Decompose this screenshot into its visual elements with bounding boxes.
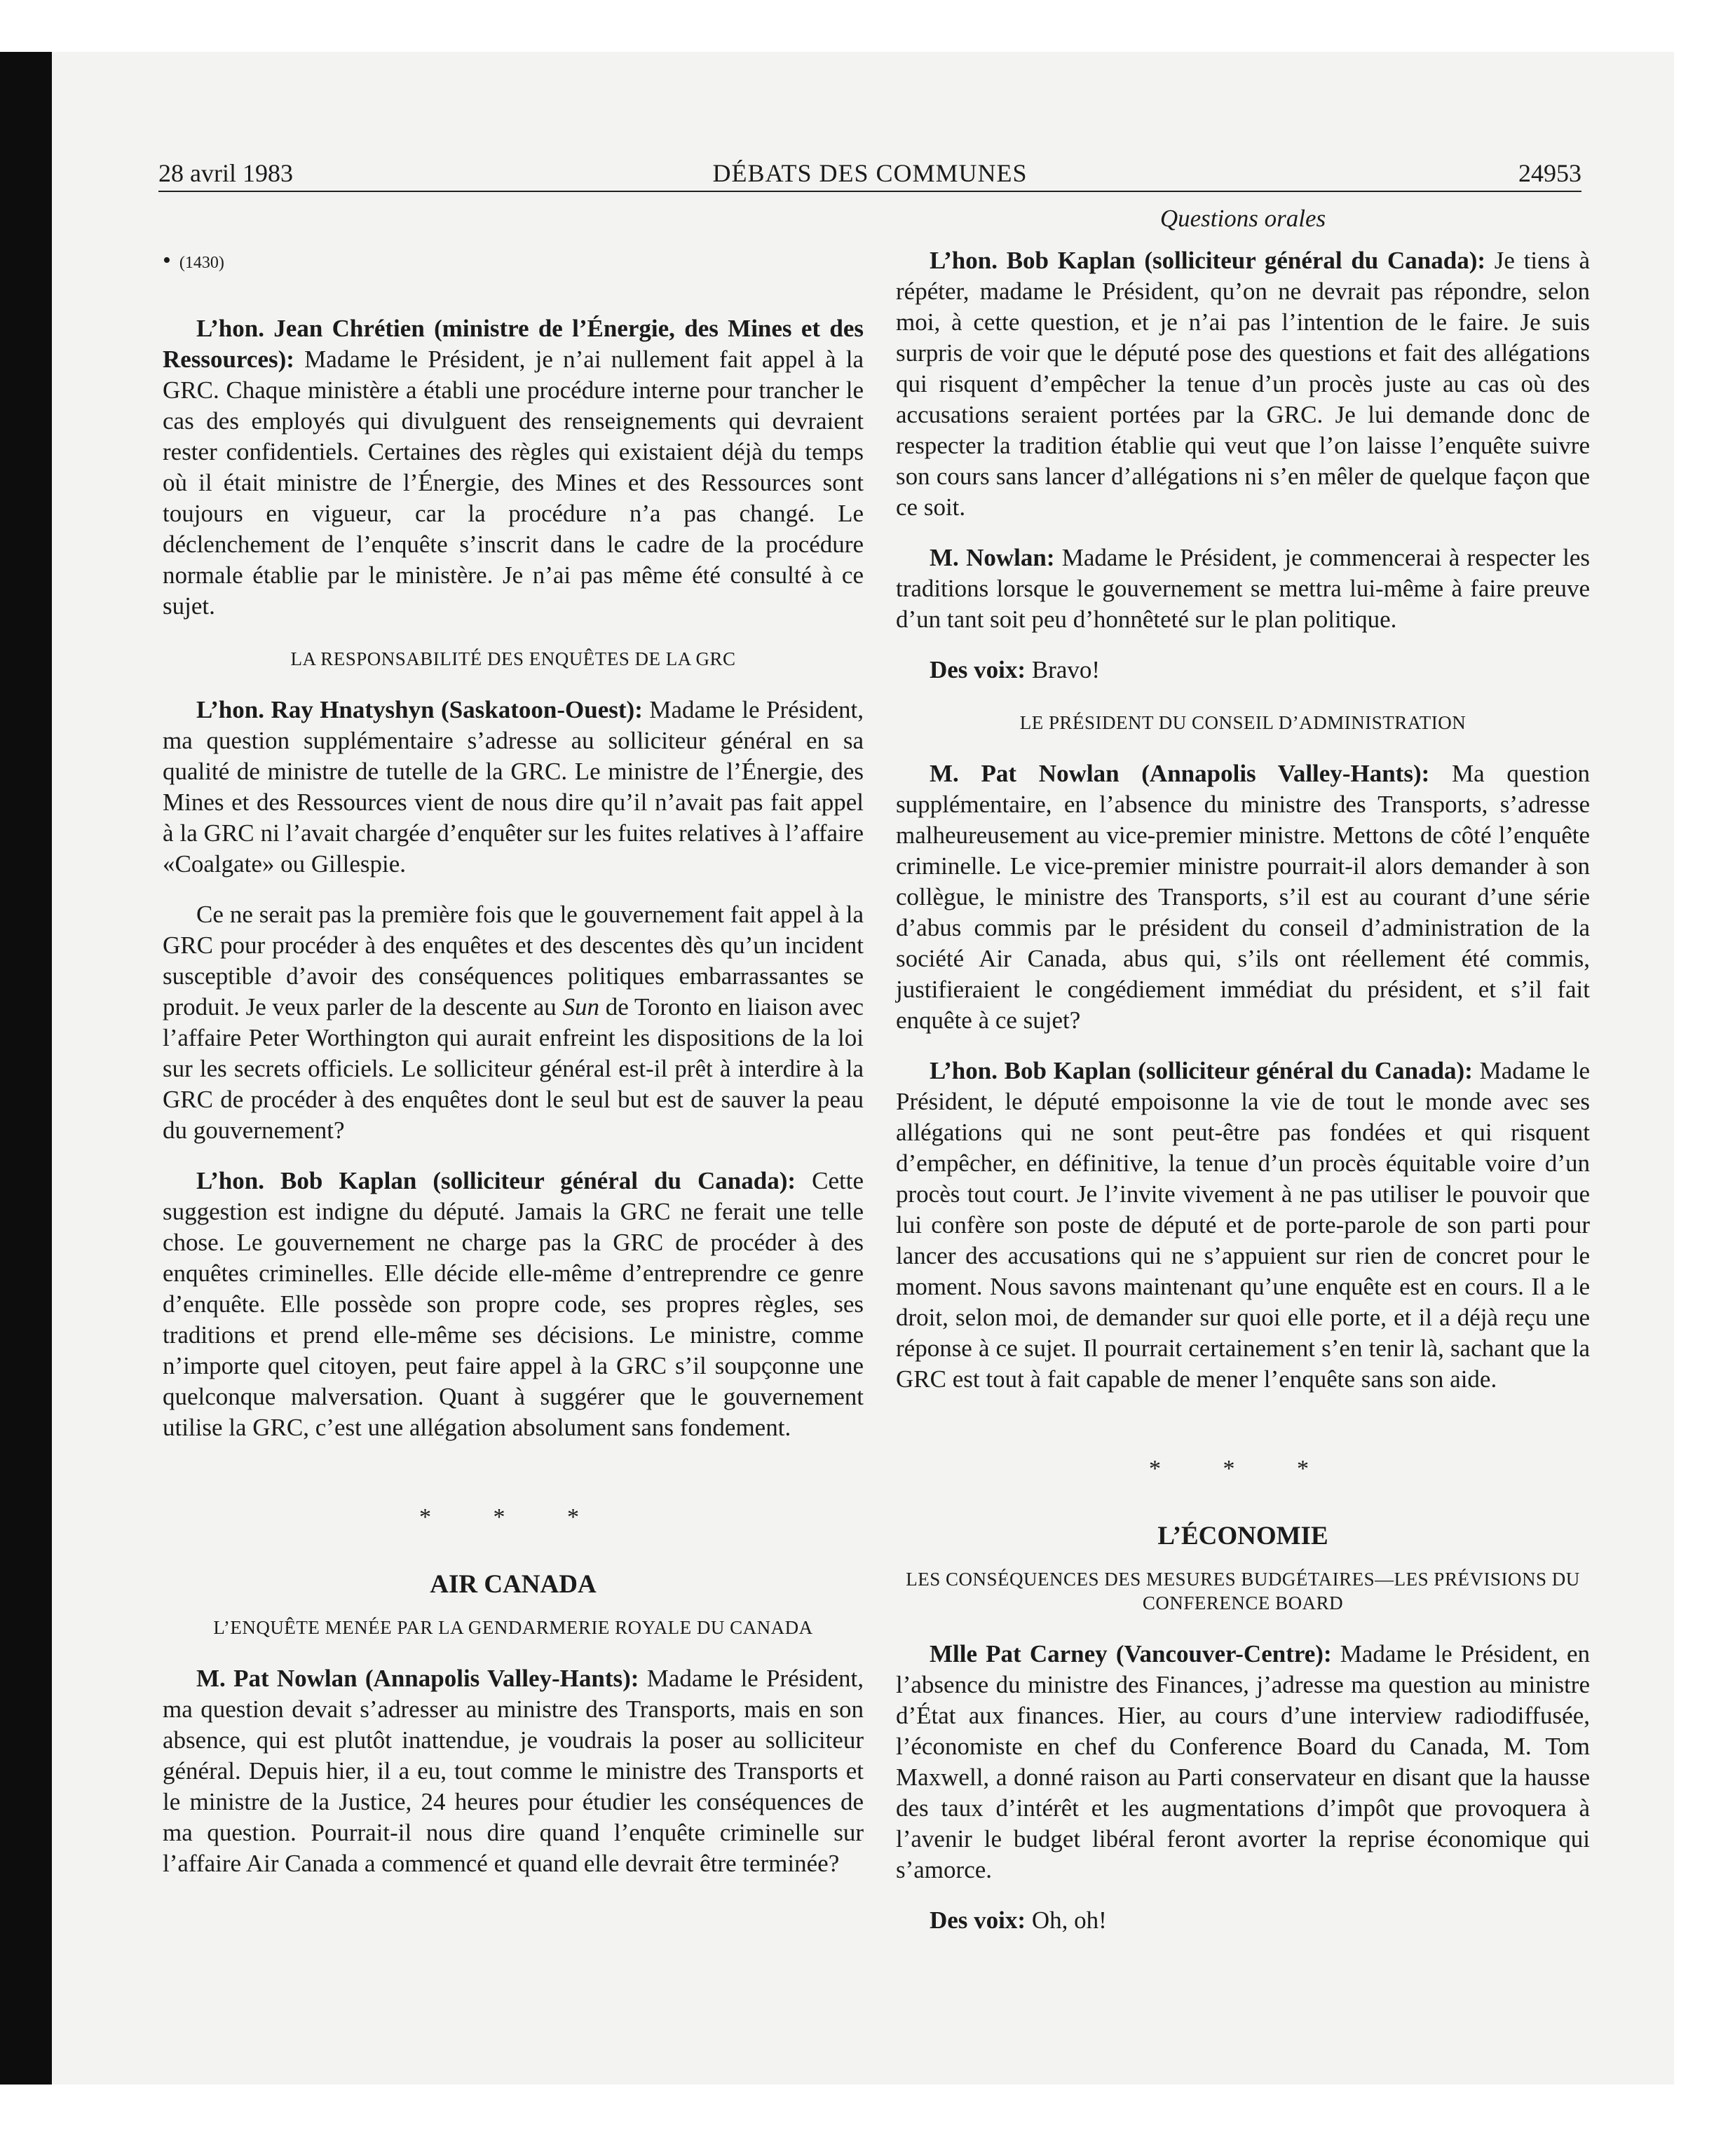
- column-subheading: Questions orales: [1159, 205, 1326, 232]
- paragraph-text: Cette suggestion est indigne du député. Jamais la GRC ne ferait une telle chose. Le gouvernement ne charge pas la GRC de procéder à des enquêtes criminelles. Elle décide elle-même d’entreprendre ce genre d’enquête. Elle possède son propre code, ses propres règles, ses traditions et prend elle-même ses décisions. Le ministre, comme n’importe quel citoyen, peut faire appel à la GRC s’il soupçonne une quelconque malversation. Quant à suggérer que le gouvernement utilise la GRC, c’est une allégation absolument sans fondement.: [163, 1167, 864, 1441]
- paragraph-text: Madame le Président, le député empoisonne la vie de tout le monde avec ses allégations qui ne sont peut-être pas fondées et qui risquent d’empêcher, en définitive, la tenue d’un procès équitable voire d’un procès tout court. Je l’invite vivement à ne pas utiliser le pouvoir que lui confère son poste de député et de porte-parole de son parti pour lancer des accusations qui ne s’appuient sur rien de concret pour le moment. Nous savons maintenant qu’une enquête est en cours. Il a le droit, selon moi, de demander sur quoi elle porte, et il a déjà reçu une réponse à ce sujet. Il pourrait certainement s’en tenir là, sachant que la GRC est tout à fait capable de mener l’enquête sans son aide.: [896, 1057, 1590, 1393]
- section-separator: * * *: [1149, 1456, 1337, 1482]
- paragraph-text: Ce ne serait pas la première fois que le gouvernement fait appel à la GRC pour procéder à des enquêtes et des descentes dès qu’un incident susceptible d’avoir des conséquences politiques embarrassantes se produit. Je veux parler de la descente au: [163, 901, 864, 1021]
- speaker-name: L’hon. Bob Kaplan (solliciteur général du Canada):: [196, 1167, 796, 1194]
- speaker-name: L’hon. Bob Kaplan (solliciteur général du Canada):: [930, 247, 1486, 274]
- speaker-name: Des voix:: [930, 1906, 1026, 1934]
- time-marker-text: (1430): [179, 254, 224, 272]
- paragraph: [896, 655, 1590, 685]
- paragraph-text: Oh, oh!: [1026, 1906, 1107, 1934]
- running-header: [158, 156, 1581, 191]
- scan-border-right: [1674, 52, 1735, 2085]
- speaker-name: L’hon. Ray Hnatyshyn (Saskatoon-Ouest):: [196, 696, 643, 723]
- rubric-heading: LES CONSÉQUENCES DES MESURES BUDGÉTAIRES—LES PRÉVISIONS DU CONFERENCE BOARD: [906, 1569, 1580, 1613]
- paragraph: [896, 1639, 1590, 1885]
- header-date: 28 avril 1983: [158, 159, 293, 187]
- scan-border-left: [0, 52, 52, 2085]
- paragraph-text: Je tiens à répéter, madame le Président, qu’on ne devrait pas répondre, selon moi, à cette question, et je n’ai pas l’intention de le faire. Je suis surpris de voir que le député pose des questions et fait des allégations qui risquent d’empêcher la tenue d’un procès juste au cas où des accusations seraient portées par la GRC. Je lui demande donc de respecter la tradition établie qui veut que l’on laisse l’enquête suivre son cours sans lancer d’allégations ni s’en mêler de quelque façon que ce soit.: [896, 247, 1591, 521]
- header-rule: [158, 191, 1581, 192]
- speaker-name: M. Nowlan:: [930, 544, 1055, 571]
- speaker-name: L’hon. Jean Chrétien (ministre de l’Énergie, des Mines et des Ressources):: [163, 315, 864, 373]
- newspaper-name: Sun: [562, 993, 600, 1021]
- scan-border-bottom: [52, 2085, 1674, 2156]
- header-title: DÉBATS DES COMMUNES: [712, 159, 1028, 187]
- section-heading: AIR CANADA: [430, 1570, 597, 1599]
- right-column: [896, 203, 1590, 1956]
- paragraph-text: Bravo!: [1026, 656, 1101, 683]
- speaker-name: Des voix:: [930, 656, 1026, 683]
- paragraph: [163, 313, 864, 622]
- time-marker: [163, 245, 864, 278]
- section-heading: L’ÉCONOMIE: [1157, 1522, 1328, 1550]
- paragraph-text: Madame le Président, je n’ai nullement fait appel à la GRC. Chaque ministère a établi une procédure interne pour trancher le cas des employés qui divulguent des renseignements qui devraient rester confidentiels. Certaines des règles qui existaient déjà du temps où il était ministre de l’Énergie, des Mines et des Ressources sont toujours en vigueur, car la procédure n’a pas changé. Le déclenchement de l’enquête s’inscrit dans le cadre de la procédure normale établie par le ministère. Je n’ai pas même été consulté à ce sujet.: [163, 346, 864, 620]
- paragraph: [896, 1056, 1590, 1395]
- rubric-heading: LA RESPONSABILITÉ DES ENQUÊTES DE LA GRC: [290, 648, 736, 669]
- speaker-name: L’hon. Bob Kaplan (solliciteur général du Canada):: [930, 1057, 1473, 1084]
- paragraph: [896, 245, 1590, 523]
- paragraph-text: Madame le Président, en l’absence du ministre des Finances, j’adresse ma question au ministre d’État aux finances. Hier, au cours d’une interview radiodiffusée, l’économiste en chef du Conference Board du Canada, M. Tom Maxwell, a donné raison au Parti conservateur en disant que la hausse des taux d’intérêt et les augmentations d’impôt que provoquera à l’avenir le budget libéral feront avorter la reprise économique qui s’amorce.: [896, 1640, 1590, 1883]
- header-page-number: 24953: [1518, 159, 1581, 187]
- paragraph: [896, 1905, 1590, 1936]
- paragraph: [163, 695, 864, 880]
- bullet-icon: •: [163, 247, 171, 273]
- paragraph: [896, 543, 1590, 635]
- paragraph: [163, 1663, 864, 1879]
- paragraph-text: de Toronto en liaison avec l’affaire Peter Worthington qui aurait enfreint les dispositions de la loi sur les secrets officiels. Le solliciteur général est-il prêt à interdire à la GRC de procéder à des enquêtes dont le seul but est de sauver la peau du gouvernement?: [163, 993, 864, 1144]
- paragraph: [163, 899, 864, 1146]
- paragraph: [896, 758, 1590, 1036]
- left-column: [163, 203, 864, 1899]
- paragraph-text: Madame le Président, ma question devait s’adresser au ministre des Transports, mais en son absence, qui est plutôt inattendue, je voudrais la poser au solliciteur général. Depuis hier, il a eu, tout comme le ministre des Transports et le ministre de la Justice, 24 heures pour étudier les conséquences de ma question. Pourrait-il nous dire quand l’enquête criminelle sur l’affaire Air Canada a commencé et quand elle devrait être terminée?: [163, 1665, 864, 1877]
- speaker-name: M. Pat Nowlan (Annapolis Valley-Hants):: [196, 1665, 639, 1692]
- speaker-name: Mlle Pat Carney (Vancouver-Centre):: [930, 1640, 1332, 1667]
- section-separator: * * *: [419, 1504, 607, 1530]
- rubric-heading: LE PRÉSIDENT DU CONSEIL D’ADMINISTRATION: [1019, 712, 1467, 733]
- paragraph-text: Ma question supplémentaire, en l’absence du ministre des Transports, s’adresse malheureusement au vice-premier ministre. Mettons de côté l’enquête criminelle. Le vice-premier ministre pourrait-il alors demander à son collègue, le ministre des Transports, s’il est au courant d’une série d’abus commis par le président du conseil d’administration de la société Air Canada, abus qui, s’ils ont réellement été commis, justifieraient le congédiement immédiat du président, et s’il fait enquête à ce sujet?: [896, 760, 1590, 1034]
- paragraph: [163, 1166, 864, 1443]
- rubric-heading: L’ENQUÊTE MENÉE PAR LA GENDARMERIE ROYALE DU CANADA: [213, 1617, 813, 1638]
- paragraph-text: Madame le Président, ma question supplémentaire s’adresse au solliciteur général en sa qualité de ministre de tutelle de la GRC. Le ministre de l’Énergie, des Mines et des Ressources vient de nous dire qu’il n’avait pas fait appel à la GRC ni l’avait chargée d’enquêter sur les fuites relatives à l’affaire «Coalgate» ou Gillespie.: [163, 696, 864, 878]
- paragraph-text: Madame le Président, je commencerai à respecter les traditions lorsque le gouvernement se mettra lui-même à faire preuve d’un tant soit peu d’honnêteté sur le plan politique.: [896, 544, 1591, 633]
- speaker-name: M. Pat Nowlan (Annapolis Valley-Hants):: [930, 760, 1430, 787]
